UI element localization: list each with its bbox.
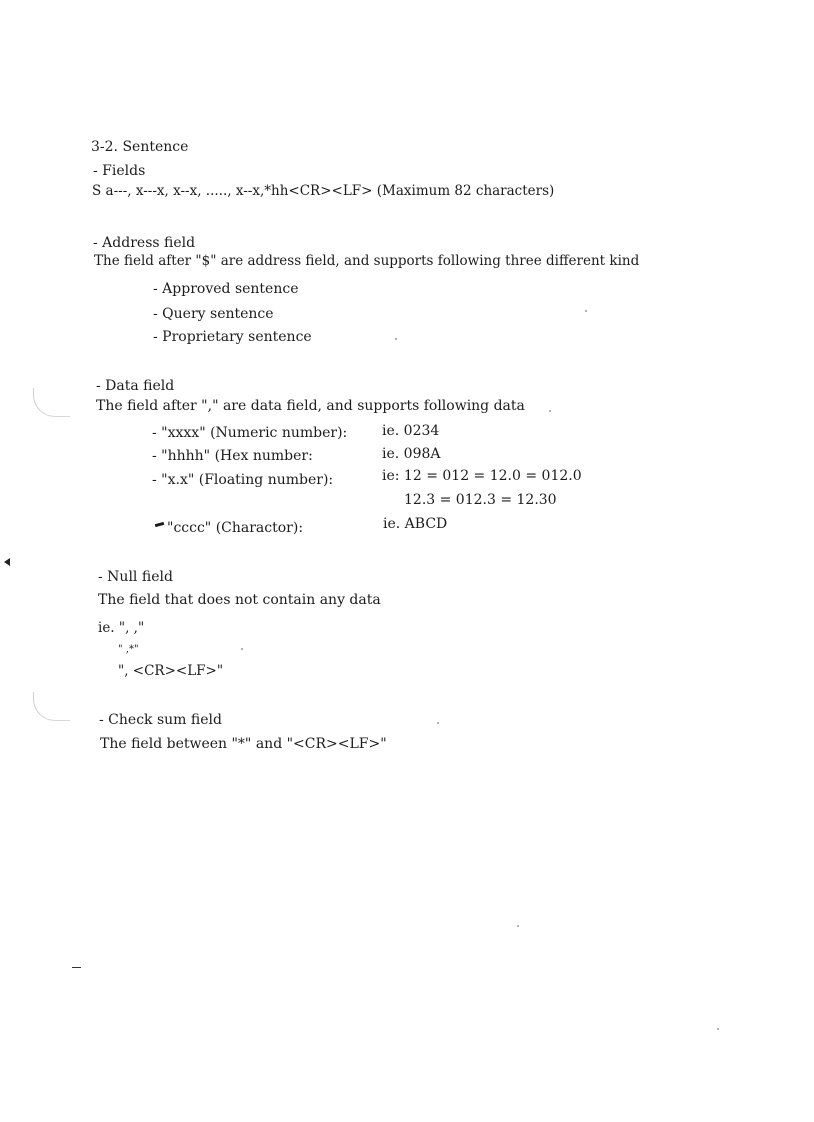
data-row-label: - "x.x" (Floating number):: [152, 472, 334, 488]
data-row-label: "cccc" (Charactor):: [167, 520, 304, 536]
speck: [517, 925, 519, 927]
speck: [717, 1028, 719, 1030]
data-row-example-continued: 12.3 = 012.3 = 12.30: [404, 492, 557, 508]
address-item-approved: - Approved sentence: [153, 281, 299, 297]
checksum-heading: - Check sum field: [99, 712, 222, 728]
speck: [549, 410, 551, 412]
data-row-example: ie. 0234: [382, 423, 440, 439]
punch-hole-mark: [33, 692, 70, 721]
address-item-query: - Query sentence: [153, 306, 274, 322]
fields-heading: - Fields: [93, 163, 146, 179]
address-item-proprietary: - Proprietary sentence: [153, 329, 312, 345]
speck: [585, 310, 587, 312]
pen-mark-bullet: [155, 522, 164, 527]
section-title: 3-2. Sentence: [91, 139, 189, 155]
punch-hole-mark: [33, 388, 70, 417]
data-row-example: ie. 098A: [382, 446, 441, 462]
margin-arrow-icon: [4, 558, 10, 566]
data-row-label: - "xxxx" (Numeric number):: [152, 425, 348, 441]
null-example: " ,*": [118, 644, 139, 655]
data-description: The field after "," are data field, and supports following data: [96, 398, 525, 414]
data-heading: - Data field: [96, 378, 175, 394]
null-example: ", <CR><LF>": [118, 663, 224, 679]
speck: [437, 722, 439, 724]
address-description: The field after "$" are address field, and supports following three different kind: [94, 253, 640, 269]
speck: [395, 338, 397, 340]
address-heading: - Address field: [93, 235, 196, 251]
data-row-label: - "hhhh" (Hex number:: [152, 448, 313, 464]
null-example: ie. ", ,": [98, 620, 145, 636]
data-row-example: ie. ABCD: [383, 516, 448, 532]
null-heading: - Null field: [98, 569, 173, 585]
speck: [241, 648, 243, 650]
data-row-example: ie: 12 = 012 = 12.0 = 012.0: [382, 468, 582, 484]
format-line: S a---, x---x, x--x, ....., x--x,*hh<CR><LF> (Maximum 82 characters): [92, 183, 555, 199]
checksum-description: The field between "*" and "<CR><LF>": [100, 736, 387, 752]
margin-dash-mark: [72, 967, 81, 968]
null-description: The field that does not contain any data: [98, 592, 381, 608]
